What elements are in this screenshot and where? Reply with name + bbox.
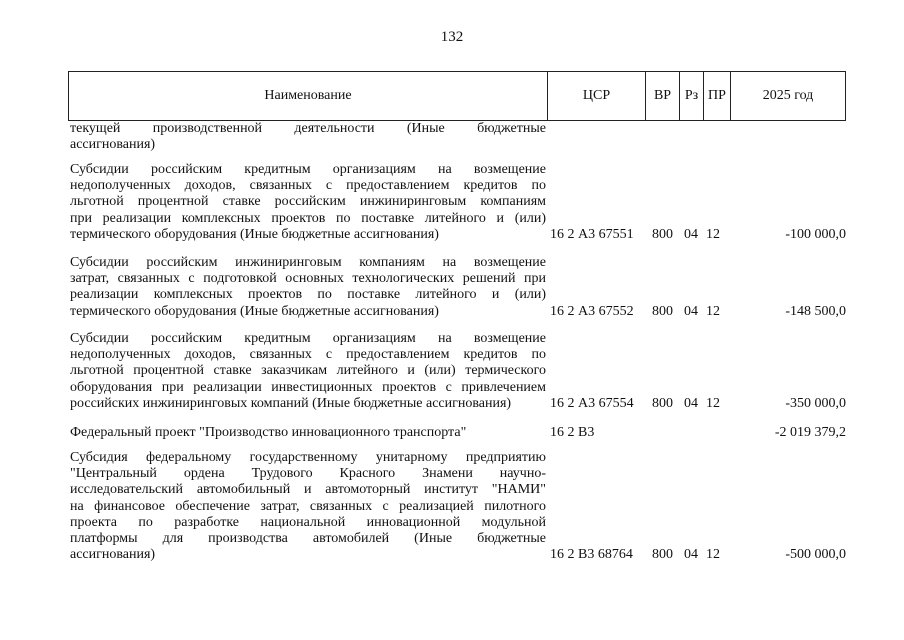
row-rz: 04 — [684, 547, 698, 563]
page-number: 132 — [440, 29, 464, 45]
header-csr: ЦСР — [547, 72, 645, 120]
row-name — [70, 425, 546, 441]
row-csr: 16 2 А3 67552 — [550, 303, 634, 319]
row-pr: 12 — [706, 547, 720, 563]
row-name-line: исследовательский автомобильный и автомоторный институт "НАМИ" — [70, 482, 546, 498]
row-name-line: Субсидии российским кредитным организациям на возмещение — [70, 331, 546, 346]
row-amount: -100 000,0 — [785, 226, 846, 242]
row-name-line: льготной процентной ставке российским инжиниринговым компаниям — [70, 194, 546, 210]
row-name-line: ассигнования) — [70, 547, 156, 563]
row-amount: -2 019 379,2 — [774, 425, 846, 440]
row-csr: 16 2 А3 67554 — [550, 395, 634, 411]
header-pr: ПР — [703, 72, 730, 120]
row-amount: -148 500,0 — [785, 303, 846, 319]
row-name-line: льготной процентной ставке заказчикам литейного и (или) термического — [70, 363, 546, 379]
row-rz: 04 — [684, 226, 698, 242]
row-name — [70, 162, 546, 243]
header-vr: ВР — [645, 72, 679, 120]
row-name — [70, 450, 546, 563]
row-name-line: затрат, связанных с подготовкой основных технологических решений при — [70, 271, 546, 287]
row-name-line: термического оборудования (Иные бюджетные ассигнования) — [70, 303, 439, 319]
row-vr: 800 — [652, 547, 673, 563]
row-csr: 16 2 А3 67551 — [550, 226, 634, 242]
row-name-line: проекта по разработке национальной инновационной модульной — [70, 514, 546, 530]
row-name-line: недополученных доходов, связанных с предоставлением кредитов по — [70, 178, 546, 194]
row-csr: 16 2 В3 — [550, 425, 595, 440]
row-amount: -350 000,0 — [785, 395, 846, 411]
row-name-line: Федеральный проект "Производство инновационного транспорта" — [70, 425, 467, 440]
row-rz: 04 — [684, 303, 698, 319]
header-rz: Рз — [679, 72, 703, 120]
row-pr: 12 — [706, 395, 720, 411]
row-name-line: платформы для производства автомобилей (Иные бюджетные — [70, 531, 546, 547]
row-amount: -500 000,0 — [785, 547, 846, 563]
row-name-line: реализации комплексных проектов по поставке литейного и (или) — [70, 287, 546, 303]
row-pr: 12 — [706, 226, 720, 242]
row-name — [70, 255, 546, 320]
row-name-line: российских инжиниринговых компаний (Иные бюджетные ассигнования) — [70, 395, 512, 411]
row-csr: 16 2 В3 68764 — [550, 547, 633, 563]
row-name-line: оборудования при реализации инвестиционных проектов с привлечением — [70, 379, 546, 395]
row-name-line: Субсидии российским кредитным организациям на возмещение — [70, 162, 546, 177]
header-year: 2025 год — [730, 72, 846, 120]
row-vr: 800 — [652, 226, 673, 242]
row-name-line: "Центральный ордена Трудового Красного Знамени научно- — [70, 466, 546, 482]
row-vr: 800 — [652, 395, 673, 411]
row-name-line: термического оборудования (Иные бюджетные ассигнования) — [70, 226, 439, 242]
row-name-line: ассигнования) — [70, 137, 156, 153]
table-header — [68, 71, 846, 121]
row-name-line: при реализации комплексных проектов по поставке литейного и (или) — [70, 210, 546, 226]
row-name-line: текущей производственной деятельности (Иные бюджетные — [70, 121, 546, 136]
header-name: Наименование — [68, 72, 547, 120]
row-name-line: на финансовое обеспечение затрат, связанных с реализацией пилотного — [70, 498, 546, 514]
row-pr: 12 — [706, 303, 720, 319]
row-name-line: Субсидия федеральному государственному унитарному предприятию — [70, 450, 546, 465]
row-name-line: Субсидии российским инжиниринговым компаниям на возмещение — [70, 255, 546, 270]
row-name — [70, 331, 546, 412]
row-rz: 04 — [684, 395, 698, 411]
row-vr: 800 — [652, 303, 673, 319]
row-name-line: недополученных доходов, связанных с предоставлением кредитов по — [70, 347, 546, 363]
row-name — [70, 121, 546, 153]
